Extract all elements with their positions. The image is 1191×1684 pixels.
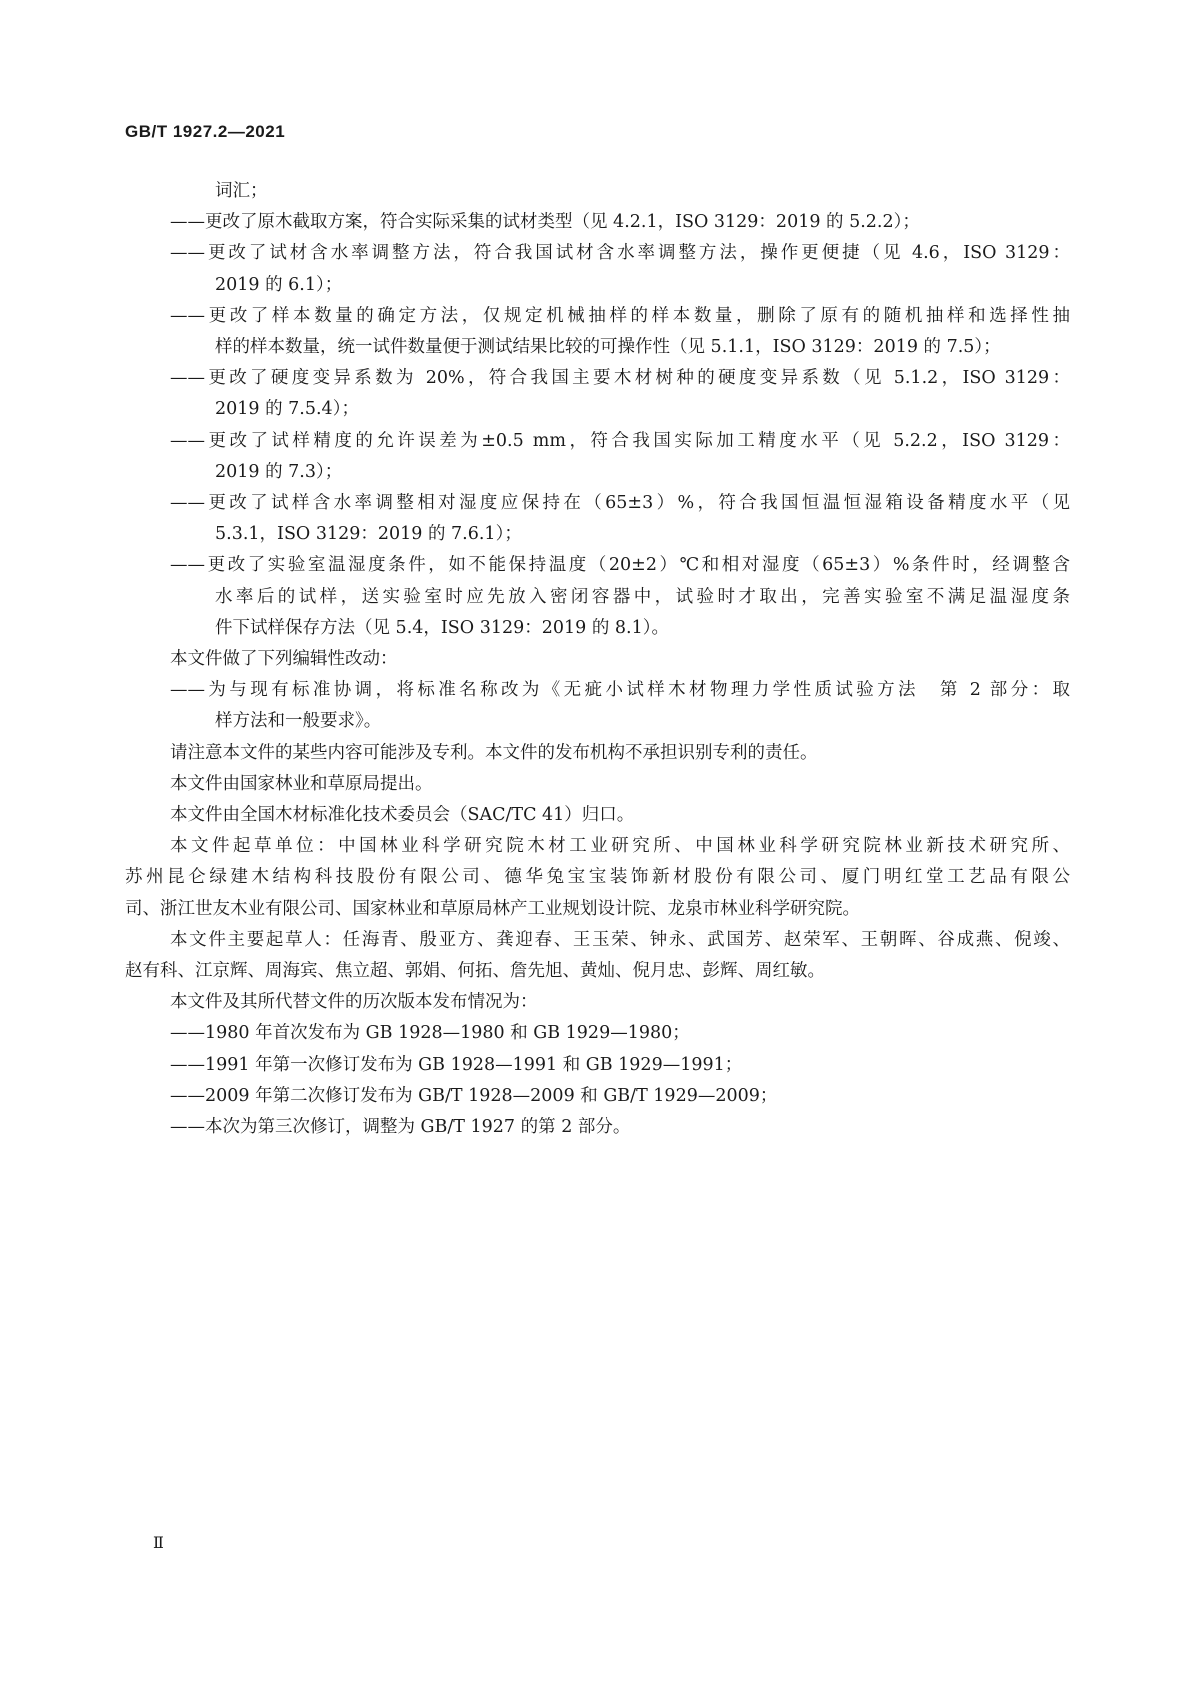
text-line: 2019 的 6.1）； <box>215 274 343 295</box>
text-line: 本文件及其所代替文件的历次版本发布情况为： <box>170 992 538 1013</box>
text-line: 司、浙江世友木业有限公司、国家林业和草原局林产工业规划设计院、龙泉市林业科学研究院。 <box>125 898 860 919</box>
text-line: 本文件起草单位：中国林业科学研究院木材工业研究所、中国林业科学研究院林业新技术研究所、 <box>170 836 1070 857</box>
document-body <box>125 176 1070 1143</box>
text-line: 本文件由全国木材标准化技术委员会（SAC/TC 41）归口。 <box>170 805 635 826</box>
text-line: 赵有科、江京辉、周海宾、焦立超、郭娟、何拓、詹先旭、黄灿、倪月忠、彭辉、周红敏。 <box>125 961 825 982</box>
text-line: ——更改了原木截取方案，符合实际采集的试材类型（见 4.2.1，ISO 3129：2019 的 5.2.2）； <box>170 212 920 233</box>
text-line: ——1980 年首次发布为 GB 1928—1980 和 GB 1929—1980； <box>170 1023 690 1044</box>
text-line: ——更改了样本数量的确定方法，仅规定机械抽样的样本数量，删除了原有的随机抽样和选择性抽 <box>170 305 1070 326</box>
text-line: ——更改了试材含水率调整方法，符合我国试材含水率调整方法，操作更便捷（见 4.6，ISO 3129： <box>170 243 1070 264</box>
text-line: 样方法和一般要求》。 <box>215 711 382 732</box>
text-line: 本文件由国家林业和草原局提出。 <box>170 773 433 794</box>
text-line: 样的样本数量，统一试件数量便于测试结果比较的可操作性（见 5.1.1，ISO 3129：2019 的 7.5）； <box>215 337 1001 358</box>
text-line: ——更改了试样含水率调整相对湿度应保持在（65±3）%，符合我国恒温恒湿箱设备精度水平（见 <box>170 493 1070 514</box>
text-line: 件下试样保存方法（见 5.4，ISO 3129：2019 的 8.1）。 <box>215 617 669 638</box>
text-line: ——更改了试样精度的允许误差为±0.5 mm，符合我国实际加工精度水平（见 5.2.2，ISO 3129： <box>170 430 1070 451</box>
text-line: 词汇； <box>215 181 268 201</box>
text-line: ——本次为第三次修订，调整为 GB/T 1927 的第 2 部分。 <box>170 1117 631 1138</box>
text-line: ——更改了实验室温湿度条件，如不能保持温度（20±2）℃和相对湿度（65±3）%条件时，经调整含 <box>170 555 1070 576</box>
text-line: ——为与现有标准协调，将标准名称改为《无疵小试样木材物理力学性质试验方法 第 2 部分：取 <box>170 680 1070 701</box>
text-line: 2019 的 7.5.4）； <box>215 399 359 420</box>
standard-code-header: GB/T 1927.2—2021 <box>125 122 286 141</box>
text-line: 5.3.1，ISO 3129：2019 的 7.6.1）； <box>215 524 522 545</box>
page-number: Ⅱ <box>153 1533 164 1552</box>
text-line: 本文件做了下列编辑性改动： <box>170 649 398 670</box>
text-line: 水率后的试样，送实验室时应先放入密闭容器中，试验时才取出，完善实验室不满足温湿度条 <box>215 586 1070 607</box>
text-line: ——2009 年第二次修订发布为 GB/T 1928—2009 和 GB/T 1929—2009； <box>170 1085 778 1106</box>
text-line: ——1991 年第一次修订发布为 GB 1928—1991 和 GB 1929—1991； <box>170 1054 743 1075</box>
text-line: ——更改了硬度变异系数为 20%，符合我国主要木材树种的硬度变异系数（见 5.1.2，ISO 3129： <box>170 368 1070 389</box>
text-line: 苏州昆仑绿建木结构科技股份有限公司、德华兔宝宝装饰新材股份有限公司、厦门明红堂工艺品有限公 <box>125 867 1070 888</box>
text-line: 本文件主要起草人：任海青、殷亚方、龚迎春、王玉荣、钟永、武国芳、赵荣军、王朝晖、谷成燕、倪竣、 <box>170 929 1070 950</box>
text-line: 请注意本文件的某些内容可能涉及专利。本文件的发布机构不承担识别专利的责任。 <box>170 742 818 763</box>
text-line: 2019 的 7.3）； <box>215 461 343 482</box>
